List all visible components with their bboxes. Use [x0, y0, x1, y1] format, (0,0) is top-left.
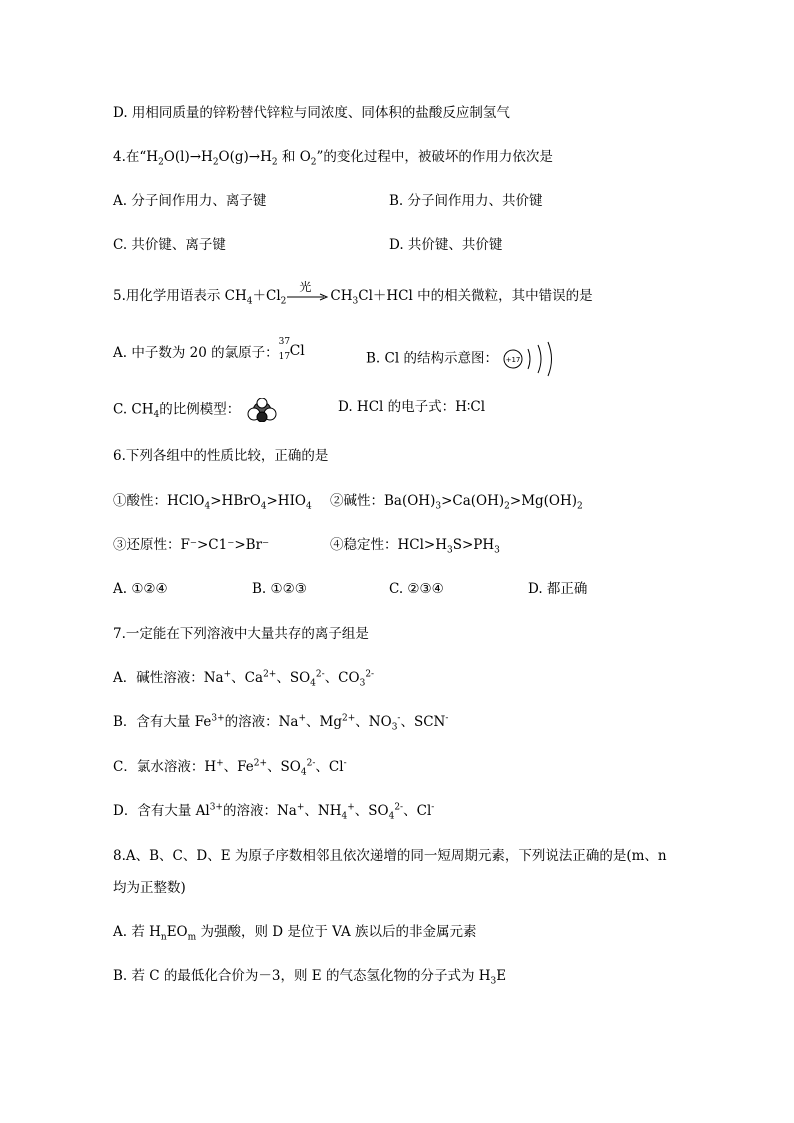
q6-statement-2: ②碱性：$Ba(OH)_3>Ca(OH)_2>Mg(OH)_2$ — [330, 493, 583, 512]
q6-statement-1: ①酸性：$HClO_4>HBrO_4>HIO_4$ — [113, 493, 312, 512]
svg-text:+17: +17 — [505, 356, 521, 364]
q5-option-d: D. HCl 的电子式：H∶Cl — [338, 399, 486, 415]
q8-stem-line1: 8.A、B、C、D、E 为原子序数相邻且依次递增的同一短周期元素，下列说法正确的是(m、n — [113, 848, 667, 864]
q6-option-b: B. ①②③ — [252, 581, 307, 597]
chlorine-isotope: 37 17 Cl — [278, 337, 305, 362]
cl-structure-diagram-icon — [502, 341, 562, 377]
q6-option-a: A. ①②④ — [113, 581, 168, 597]
q4-option-a: A. 分子间作用力、离子键 — [113, 193, 267, 209]
q8-option-a: A. 若 $H_nEO_m$ 为强酸，则 D 是位于 VA 族以后的非金属元素 — [113, 924, 477, 943]
q7-stem: 7.一定能在下列溶液中大量共存的离子组是 — [113, 626, 369, 642]
q4-option-d: D. 共价键、共价键 — [389, 237, 503, 253]
q3-option-d: D. 用相同质量的锌粉替代锌粒与同浓度、同体积的盐酸反应制氢气 — [113, 105, 510, 121]
methane-space-filling-model-icon — [245, 398, 279, 422]
q6-option-d: D. 都正确 — [528, 581, 588, 597]
q4-option-c: C. 共价键、离子键 — [113, 237, 226, 253]
q4-option-b: B. 分子间作用力、共价键 — [389, 193, 543, 209]
q7-option-a: A．碱性溶液：Na+、$Ca^{2+}$、$SO_4^{2-}$、$CO_3^{2-}$ — [113, 669, 375, 689]
q5-option-b: B. Cl 的结构示意图： +17 — [366, 341, 562, 377]
q7-option-d: D．含有大量 $Al^{3+}$的溶液：Na+、$NH_4^+$、$SO_4^{2-}$、Cl- — [113, 802, 435, 822]
q5-option-c: C. $CH_4$的比例模型： — [113, 398, 279, 422]
q6-option-c: C. ②③④ — [389, 581, 444, 597]
q8-option-b: B. 若 C 的最低化合价为－3，则 E 的气态氢化物的分子式为 $H_3E$ — [113, 968, 507, 987]
q5-stem: 5.用化学用语表示 $CH_4+Cl_2$ 光 $CH_3Cl+HCl$ 中的相关微粒，其中错误的是 — [113, 279, 593, 307]
q6-statement-3: ③还原性：F⁻>C1⁻>Br⁻ — [113, 537, 270, 553]
q7-option-b: B．含有大量 $Fe^{3+}$的溶液：Na+、$Mg^{2+}$、$NO_3^-$、SCN- — [113, 713, 449, 733]
q6-stem: 6.下列各组中的性质比较，正确的是 — [113, 448, 329, 464]
q8-stem-line2: 均为正整数) — [113, 880, 186, 896]
q4-stem: 4.在“$H_2O(l)\to H_2O(g)\to H_2$ 和 $O_2$”的变化过程中，被破坏的作用力依次是 — [113, 149, 553, 168]
reaction-arrow: 光 — [286, 290, 330, 304]
q7-option-c: C．氯水溶液：H+、$Fe^{2+}$、$SO_4^{2-}$、Cl- — [113, 758, 347, 778]
q6-statement-4: ④稳定性：$HCl>H_3S>PH_3$ — [330, 537, 500, 556]
q5-option-a: A. 中子数为 20 的氯原子： 37 17 Cl — [113, 341, 313, 363]
